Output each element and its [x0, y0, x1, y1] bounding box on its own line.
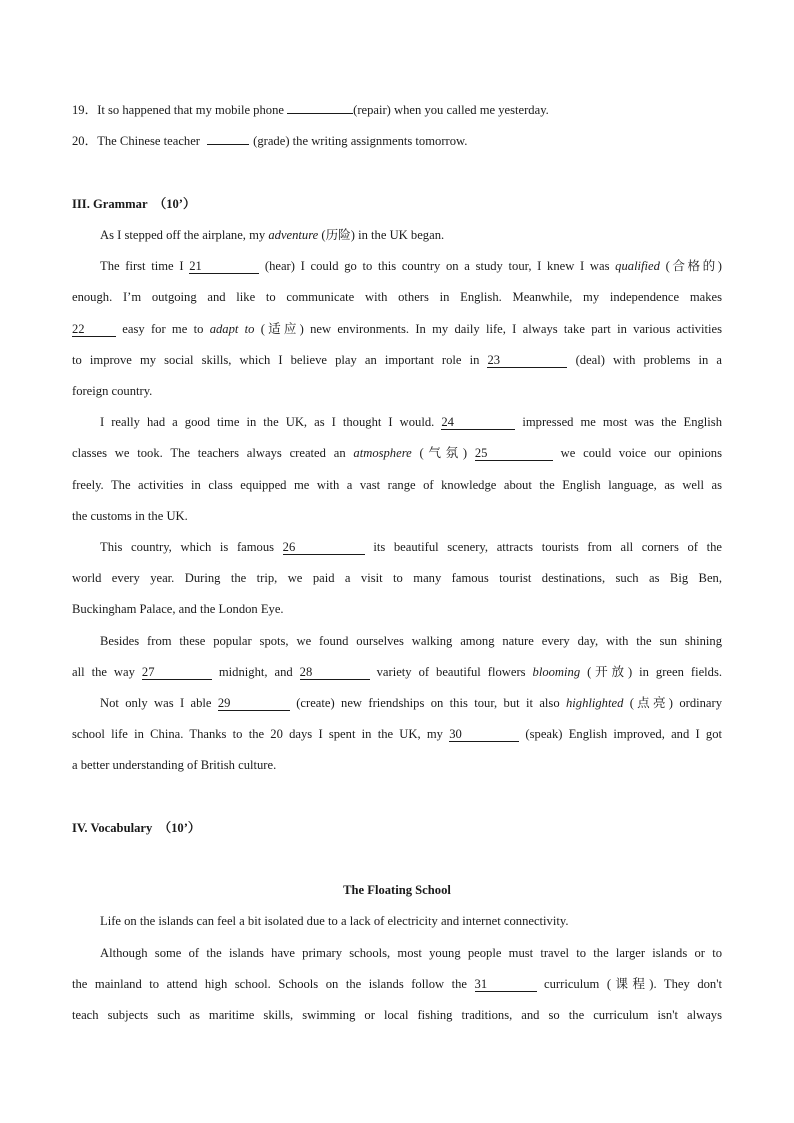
answer-blank-23[interactable]: 23: [487, 354, 567, 368]
paragraph-line: freely. The activities in class equipped me with a vast range of knowledge about the English language, as well as: [72, 478, 722, 492]
paragraph-line: Buckingham Palace, and the London Eye.: [72, 602, 284, 616]
question-20: 20．The Chinese teacher (grade) the writing assignments tomorrow.: [72, 134, 468, 148]
paragraph-line: teach subjects such as maritime skills, swimming or local fishing traditions, and so the curriculum isn't always: [72, 1008, 722, 1022]
paragraph-line: This country, which is famous 26 its beautiful scenery, attracts tourists from all corners of the: [100, 540, 723, 554]
answer-blank-25[interactable]: 25: [475, 447, 553, 461]
paragraph-line: school life in China. Thanks to the 20 days I spent in the UK, my 30 (speak) English improved, and I got: [72, 727, 722, 741]
paragraph-line: the customs in the UK.: [72, 509, 188, 523]
paragraph-line: foreign country.: [72, 384, 153, 398]
paragraph-line: enough. I’m outgoing and like to communicate with others in English. Meanwhile, my independence makes: [72, 290, 722, 304]
answer-blank[interactable]: [287, 113, 353, 114]
paragraph-line: Not only was I able 29 (create) new friendships on this tour, but it also highlighted (点亮) ordinary: [100, 696, 722, 710]
section-heading-grammar: III. Grammar （10’）: [72, 197, 196, 211]
passage-title: The Floating School: [343, 883, 451, 897]
paragraph-line: 22 easy for me to adapt to (适应) new environments. In my daily life, I always take part in various activities: [72, 322, 722, 336]
section-heading-vocabulary: IV. Vocabulary （10’）: [72, 821, 201, 835]
question-19: 19．It so happened that my mobile phone (repair) when you called me yesterday.: [72, 103, 549, 117]
answer-blank-31[interactable]: 31: [475, 978, 537, 992]
answer-blank-26[interactable]: 26: [283, 541, 365, 555]
answer-blank[interactable]: [207, 144, 249, 145]
paragraph-line: Life on the islands can feel a bit isolated due to a lack of electricity and internet connectivity.: [100, 914, 569, 928]
answer-blank-24[interactable]: 24: [441, 416, 515, 430]
paragraph-line: Although some of the islands have primary schools, most young people must travel to the larger islands or to: [100, 946, 722, 960]
paragraph-line: world every year. During the trip, we paid a visit to many famous tourist destinations, such as Big Ben,: [72, 571, 722, 585]
paragraph-line: a better understanding of British culture.: [72, 758, 277, 772]
paragraph-line: to improve my social skills, which I believe play an important role in 23 (deal) with problems in a: [72, 353, 722, 367]
answer-blank-21[interactable]: 21: [189, 260, 259, 274]
paragraph-line: I really had a good time in the UK, as I thought I would. 24 impressed me most was the English: [100, 415, 723, 429]
answer-blank-30[interactable]: 30: [449, 728, 519, 742]
paragraph-line: The first time I 21 (hear) I could go to this country on a study tour, I knew I was qualified (合格的): [100, 259, 722, 273]
answer-blank-28[interactable]: 28: [300, 666, 370, 680]
paragraph-line: As I stepped off the airplane, my adventure (历险) in the UK began.: [100, 228, 445, 242]
answer-blank-27[interactable]: 27: [142, 666, 212, 680]
paragraph-line: all the way 27 midnight, and 28 variety of beautiful flowers blooming (开放) in green fields.: [72, 665, 722, 679]
paragraph-line: classes we took. The teachers always created an atmosphere (气氛) 25 we could voice our opinions: [72, 446, 722, 460]
paragraph-line: Besides from these popular spots, we found ourselves walking among nature every day, with the sun shining: [100, 634, 722, 648]
paragraph-line: the mainland to attend high school. Schools on the islands follow the 31 curriculum (课程). They don't: [72, 977, 722, 991]
answer-blank-22[interactable]: 22: [72, 323, 116, 337]
answer-blank-29[interactable]: 29: [218, 697, 290, 711]
